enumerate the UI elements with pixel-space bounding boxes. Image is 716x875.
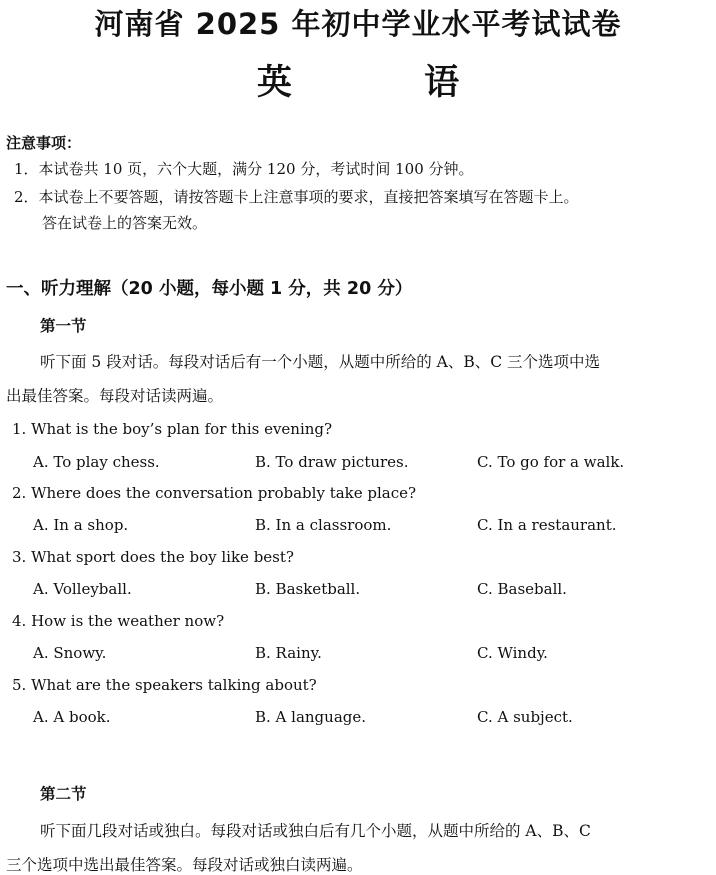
section-2-instruction-line-2: 三个选项中选出最佳答案。每段对话或独白读两遍。 [6, 856, 363, 874]
question-2-option-a: A. In a shop. [33, 516, 129, 534]
question-1-option-c: C. To go for a walk. [477, 453, 625, 471]
question-3: 3. What sport does the boy like best? [12, 548, 294, 566]
question-3-option-b: B. Basketball. [255, 580, 361, 598]
section-2-instruction-line-1: 听下面几段对话或独白。每段对话或独白后有几个小题，从题中所给的 A、B、C [40, 822, 591, 840]
question-5-option-b: B. A language. [255, 708, 367, 726]
question-4-option-a: A. Snowy. [33, 644, 107, 662]
question-5-option-c: C. A subject. [477, 708, 573, 726]
notice-item-2: 2．本试卷上不要答题，请按答题卡上注意事项的要求，直接把答案填写在答题卡上。 [14, 188, 579, 206]
section-heading-2: 第二节 [40, 785, 87, 803]
exam-title: 河南省 2025 年初中学业水平考试试卷 [94, 7, 622, 41]
question-2-option-b: B. In a classroom. [255, 516, 392, 534]
question-1-option-b: B. To draw pictures. [255, 453, 409, 471]
question-5-option-a: A. A book. [33, 708, 111, 726]
question-2: 2. Where does the conversation probably take place? [12, 484, 417, 502]
exam-subject: 英 语 [256, 63, 520, 103]
question-3-option-c: C. Baseball. [477, 580, 567, 598]
question-2-option-c: C. In a restaurant. [477, 516, 617, 534]
question-1: 1. What is the boy’s plan for this evening? [12, 420, 333, 438]
question-4-option-b: B. Rainy. [255, 644, 322, 662]
question-1-option-a: A. To play chess. [33, 453, 160, 471]
part-heading-listening: 一、听力理解（20 小题，每小题 1 分，共 20 分） [6, 279, 413, 299]
section-heading-1: 第一节 [40, 317, 87, 335]
notice-item-2-continued: 答在试卷上的答案无效。 [42, 214, 208, 232]
notice-heading: 注意事项： [6, 134, 82, 152]
section-1-instruction-line-1: 听下面 5 段对话。每段对话后有一个小题，从题中所给的 A、B、C 三个选项中选 [40, 353, 601, 371]
question-4: 4. How is the weather now? [12, 612, 225, 630]
question-3-option-a: A. Volleyball. [33, 580, 132, 598]
notice-item-1: 1．本试卷共 10 页，六个大题，满分 120 分，考试时间 100 分钟。 [14, 160, 474, 178]
question-5: 5. What are the speakers talking about? [12, 676, 317, 694]
section-1-instruction-line-2: 出最佳答案。每段对话读两遍。 [6, 387, 224, 405]
question-4-option-c: C. Windy. [477, 644, 548, 662]
